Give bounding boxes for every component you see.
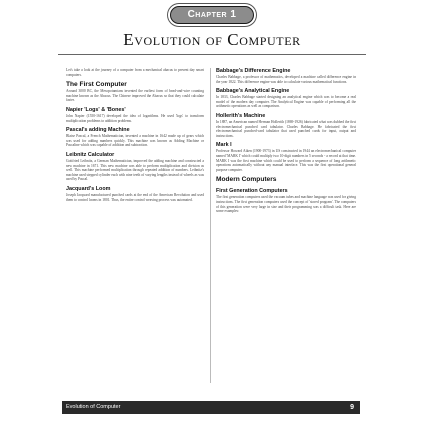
section-paragraph: Around 3000 BC, the Mesopotamians invented the earliest form of bead-and-wire counting machine known as the Abacus. The Chinese improved the Abacus so that they could calculate faster. bbox=[66, 89, 204, 103]
section bbox=[216, 142, 356, 172]
right-column bbox=[216, 68, 356, 218]
section-paragraph: Joseph Jacquard manufactured punched cards at the end of the American Revolution and used them to control looms in 1801. Thus, the entire control weaving process was automated. bbox=[66, 192, 204, 202]
footer-label: Evolution of Computer bbox=[66, 404, 121, 410]
section bbox=[66, 186, 204, 202]
section bbox=[66, 81, 204, 103]
section-paragraph: Professor Howard Aiken (1900-1973) in US constructed in 1944 an electromechanical computer named 'MARK I' which could multiply two 10-digit numbers in 5 seconds - a record at that time. MARK I was the first machine which could be used to perform a sequence of long arithmetic operations automatically without any manual interface. This was the first operational general purpose computer. bbox=[216, 149, 356, 172]
section-heading: Mark I bbox=[216, 142, 232, 149]
section-heading: Pascal's adding Machine bbox=[66, 127, 130, 134]
section bbox=[216, 113, 356, 138]
section-heading: First Generation Computers bbox=[216, 188, 288, 195]
section-heading: Babbage's Difference Engine bbox=[216, 68, 291, 74]
intro-paragraph: Let's take a look at the journey of a computer from a mechanical abacus to present day smart computers. bbox=[66, 68, 204, 77]
left-sections bbox=[66, 81, 204, 202]
section-heading: Napier 'Logs' & 'Bones' bbox=[66, 106, 126, 113]
section-paragraph: In 1887, an American named Herman Hollerith (1869-1926) fabricated what was dubbed the first electromechanical punched card tabulator. Charles Babbage. He fabricated the first electromechanical punched-card tabulator that used punched cards for input, output and instructions. bbox=[216, 119, 356, 138]
section-paragraph: In 1833, Charles Babbage started designing an analytical engine which was to become a real model of the modern day computer. The Analytical Engine was capable of performing all the arithmetic operations as well as comparison. bbox=[216, 95, 356, 109]
section-paragraph: Charles Babbage, a professor of mathematics, developed a machine called difference engine in the year 1822. This difference engine was able to calculate various mathematical functions. bbox=[216, 75, 356, 84]
section-heading: Leibnitz Calculator bbox=[66, 151, 115, 158]
section bbox=[216, 88, 356, 109]
section bbox=[66, 127, 204, 148]
chapter-badge: Chapter 1 bbox=[170, 6, 254, 24]
right-sections bbox=[216, 68, 356, 214]
left-column bbox=[66, 68, 204, 206]
footer-bar bbox=[62, 401, 360, 414]
section-paragraph: The first generation computers used the vacuum tubes and machine language was used for giving instructions. The first generation computers used the concept of 'stored program'. The computers of this generation were very large in size and their programming was a difficult task. Here are some examples: bbox=[216, 195, 356, 214]
section-paragraph: John Napier (1550-1617) developed the idea of logarithms. He used 'logs' to transform multiplication problems to addition problems. bbox=[66, 113, 204, 123]
section bbox=[66, 107, 204, 123]
section-paragraph: Blaise Pascal, a French Mathematician, invented a machine in 1642 made up of gears which was used for adding numbers quickly. This machine was known as Adding Machine or Pascaline which was capable of addition and subtraction. bbox=[66, 134, 204, 148]
section-heading: Jacquard's Loom bbox=[66, 185, 111, 192]
section-heading: Hollerith's Machine bbox=[216, 112, 266, 119]
section bbox=[66, 152, 204, 182]
section bbox=[216, 188, 356, 213]
section-heading: Modern Computers bbox=[216, 176, 277, 184]
section-paragraph: Gottfried Leibnitz, a German Mathematician, improved the adding machine and constructed a new machine in 1671. This new machine was able to perform multiplication and division as well. This machine performed multiplication through repeated addition of numbers. Leibnitz's machine used stepped cylinder each with nine teeth of varying lengths instead of wheels as was used by Pascal. bbox=[66, 158, 204, 182]
page-number: 9 bbox=[350, 404, 354, 411]
title-underline bbox=[58, 54, 366, 55]
section-heading: The First Computer bbox=[66, 81, 127, 89]
section bbox=[216, 176, 356, 184]
column-divider bbox=[210, 68, 211, 383]
section-heading: Babbage's Analytical Engine bbox=[216, 88, 290, 95]
page-title: Evolution of Computer bbox=[123, 30, 301, 49]
section bbox=[216, 68, 356, 84]
